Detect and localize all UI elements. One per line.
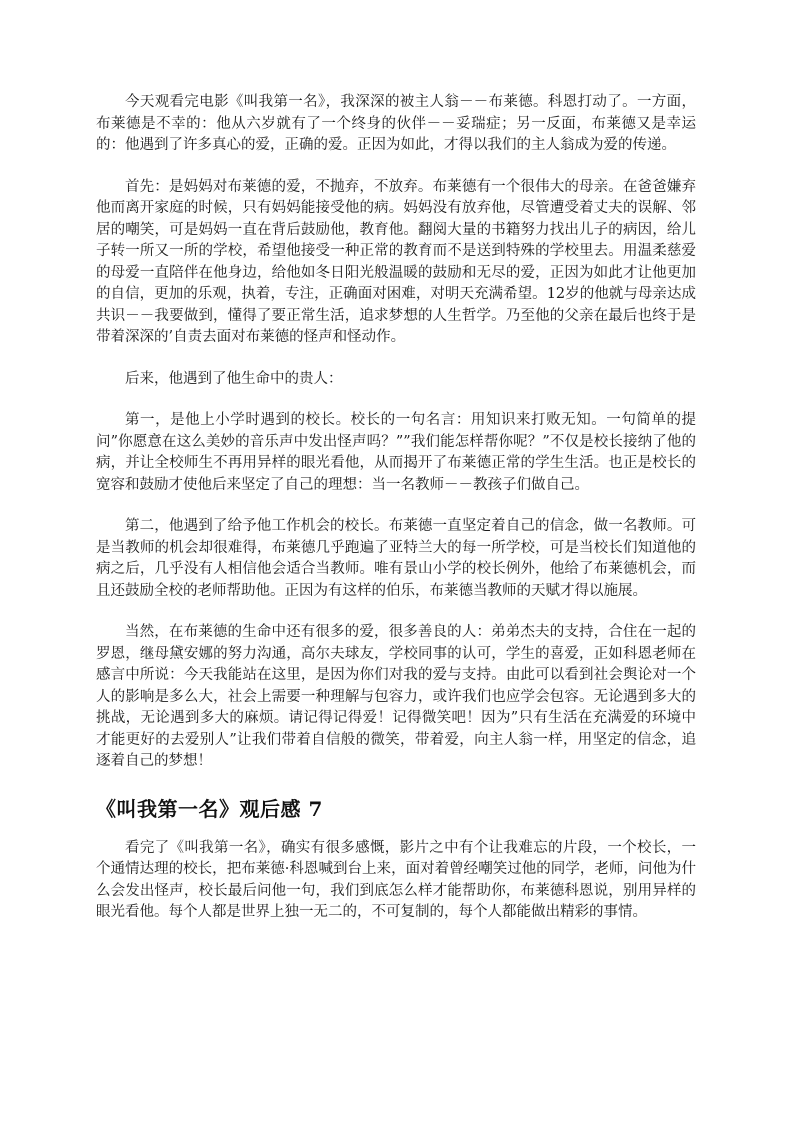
document-body — [96, 92, 696, 944]
section-heading: 《叫我第一名》观后感 7 — [96, 796, 323, 821]
paragraph-first-principal: 第一，是他上小学时遇到的校长。校长的一句名言：用知识来打败无知。一句简单的提问”你愿意在这么美妙的音乐声中发出怪声吗？””我们能怎样帮你呢？”不仅是校长接纳了他的病，并让全校师生不再用异样的眼光看他，从而揭开了布莱德正常的学生生活。也正是校长的宽容和鼓励才使他后来坚定了自己的理想：当一名教师－－教孩子们做自己。 — [96, 412, 696, 493]
paragraph-second-principal: 第二，他遇到了给予他工作机会的校长。布莱德一直坚定着自己的信念，做一名教师。可是当教师的机会却很难得，布莱德几乎跑遍了亚特兰大的每一所学校，可是当校长们知道他的病之后，几乎没有人相信他会适合当教师。唯有景山小学的校长例外，他给了布莱德机会，而且还鼓励全校的老师帮助他。正因为有这样的伯乐，布莱德当教师的天赋才得以施展。 — [96, 518, 696, 599]
paragraph-mother-love: 首先：是妈妈对布莱德的爱，不抛弃，不放弃。布莱德有一个很伟大的母亲。在爸爸嫌弃他而离开家庭的时候，只有妈妈能接受他的病。妈妈没有放弃他，尽管遭受着丈夫的误解、邻居的嘲笑，可是妈妈一直在背后鼓励他，教育他。翻阅大量的书籍努力找出儿子的病因，给儿子转一所又一所的学校，希望他接受一种正常的教育而不是送到特殊的学校里去。用温柔慈爱的母爱一直陪伴在他身边，给他如冬日阳光般温暖的鼓励和无尽的爱，正因为如此才让他更加的自信，更加的乐观，执着，专注，正确面对困难，对明天充满希望。12岁的他就与母亲达成共识－－我要做到，懂得了要正常生活，追求梦想的人生哲学。乃至他的父亲在最后也终于是带着深深的’自责去面对布莱德的怪声和怪动作。 — [96, 178, 696, 345]
paragraph-mentors-intro: 后来，他遇到了他生命中的贵人： — [125, 370, 343, 387]
paragraph-conclusion: 当然，在布莱德的生命中还有很多的爱，很多善良的人：弟弟杰夫的支持，合住在一起的罗恩，继母黛安娜的努力沟通，高尔夫球友，学校同事的认可，学生的喜爱，正如科恩老师在感言中所说：今天我能站在这里，是因为你们对我的爱与支持。由此可以看到社会舆论对一个人的影响是多么大，社会上需要一种理解与包容力，或许我们也应学会包容。无论遇到多大的挑战，无论遇到多大的麻烦。请记得记得爱！记得微笑吧！因为”只有生活在充满爱的环境中才能更好的去爱别人”让我们带着自信般的微笑，带着爱，向主人翁一样，用坚定的信念，追逐着自己的梦想！ — [96, 624, 696, 769]
paragraph-review-7: 看完了《叫我第一名》，确实有很多感慨，影片之中有个让我难忘的片段，一个校长，一个通情达理的校长，把布莱德·科恩喊到台上来，面对着曾经嘲笑过他的同学，老师，问他为什么会发出怪声，校长最后问他一句，我们到底怎么样才能帮助你，布莱德科恩说，别用异样的眼光看他。每个人都是世界上独一无二的，不可复制的，每个人都能做出精彩的事情。 — [96, 839, 696, 920]
paragraph-intro: 今天观看完电影《叫我第一名》，我深深的被主人翁－－布莱德。科恩打动了。一方面，布莱德是不幸的：他从六岁就有了一个终身的伙伴－－妥瑞症；另一反面，布莱德又是幸运的：他遇到了许多真心的爱，正确的爱。正因为如此，才得以我们的主人翁成为爱的传递。 — [96, 94, 696, 153]
